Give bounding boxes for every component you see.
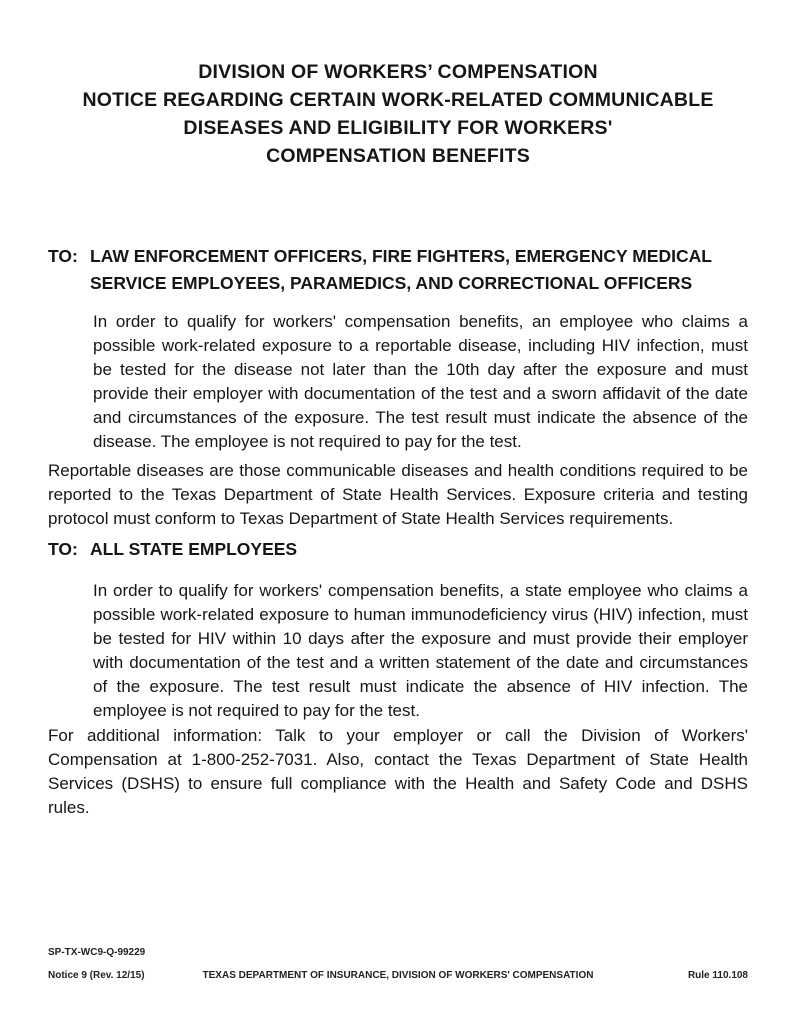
footer-agency-line: TEXAS DEPARTMENT OF INSURANCE, DIVISION OF WORKERS' COMPENSATION (202, 970, 594, 981)
footer-rule-number: Rule 110.108 (687, 970, 748, 981)
to-heading-state-employees (48, 536, 748, 563)
paragraph-additional-information: For additional information: Talk to your employer or call the Division of Workers' Compensation at 1-800-252-7031. Also, contact the Texas Department of State Health Services (DSHS) to ensure full compliance with the Health and Safety Code and DSHS rules. (48, 726, 748, 817)
heading-line: SERVICE EMPLOYEES, PARAMEDICS, AND CORRECTIONAL OFFICERS (90, 273, 693, 293)
title-line: COMPENSATION BENEFITS (266, 145, 530, 167)
footer-form-number: SP-TX-WC9-Q-99229 (48, 947, 146, 958)
to-heading-first-responders (48, 243, 748, 297)
to-label: TO: (48, 539, 78, 559)
document-title (48, 58, 748, 170)
paragraph-state-employees-testing: In order to qualify for workers' compensation benefits, a state employee who claims a possible work-related exposure to human immunodeficiency virus (HIV) infection, must be tested for HIV within 10 days after the exposure and must provide their employer with documentation of the test and a written statement of the date and circumstances of the exposure. The test result must indicate the absence of HIV infection. The employee is not required to pay for the test. (93, 581, 748, 720)
footer-notice-revision: Notice 9 (Rev. 12/15) (48, 970, 145, 981)
heading-line: LAW ENFORCEMENT OFFICERS, FIRE FIGHTERS, EMERGENCY MEDICAL (90, 246, 712, 266)
to-heading-text (90, 243, 748, 297)
paragraph-reportable-diseases: Reportable diseases are those communicable diseases and health conditions required to be reported to the Texas Department of State Health Services. Exposure criteria and testing protocol must conform to Texas Department of State Health Services requirements. (48, 461, 748, 528)
page-footer (48, 940, 748, 1035)
title-line: DIVISION OF WORKERS’ COMPENSATION (198, 61, 598, 83)
to-label: TO: (48, 246, 78, 266)
footer-row (48, 970, 748, 984)
paragraph-first-responders-testing: In order to qualify for workers' compensation benefits, an employee who claims a possible work-related exposure to a reportable disease, including HIV infection, must be tested for the disease not later than the 10th day after the exposure and must provide their employer with documentation of the test and a sworn affidavit of the date and circumstances of the exposure. The test result must indicate the absence of the disease. The employee is not required to pay for the test. (93, 312, 748, 451)
title-line: NOTICE REGARDING CERTAIN WORK-RELATED COMMUNICABLE (82, 89, 714, 111)
to-heading-text: ALL STATE EMPLOYEES (90, 539, 298, 559)
title-line: DISEASES AND ELIGIBILITY FOR WORKERS' (183, 117, 613, 139)
